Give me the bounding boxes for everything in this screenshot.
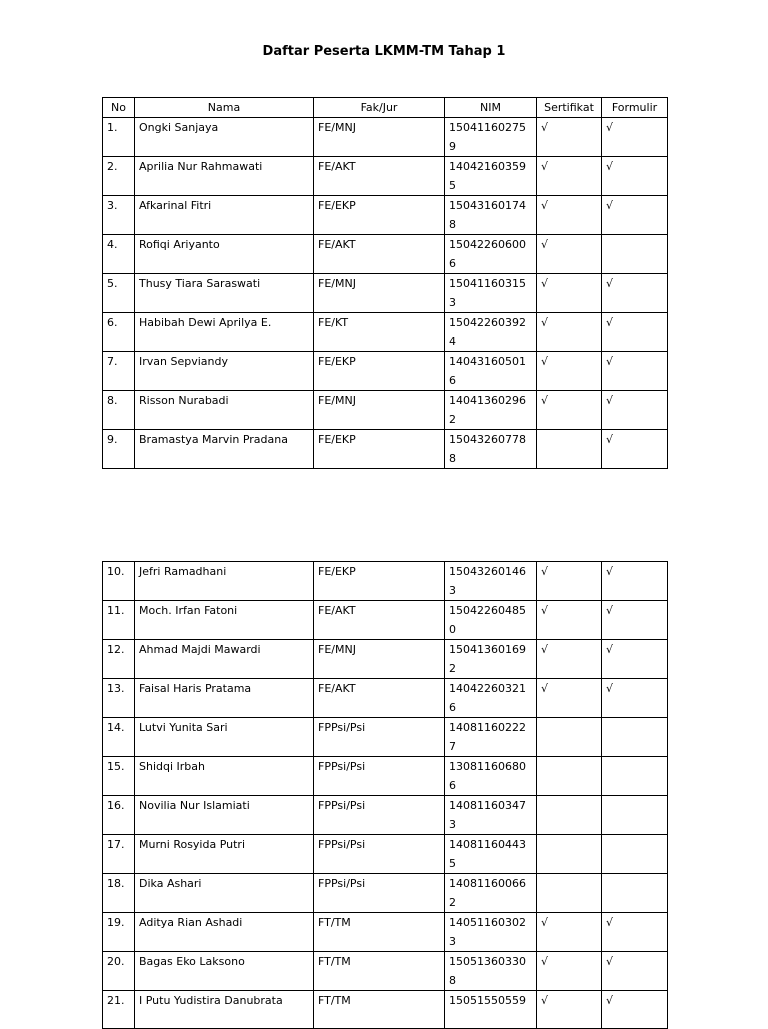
cell-sertifikat-check [537,835,602,874]
cell-formulir-check: √ [602,679,668,718]
cell-no: 20. [103,952,135,991]
cell-nama: Faisal Haris Pratama [135,679,314,718]
cell-fak-jur: FT/TM [314,952,445,991]
cell-formulir-check [602,718,668,757]
cell-nama: Shidqi Irbah [135,757,314,796]
cell-nim: 150432601463 [445,562,537,601]
cell-sertifikat-check: √ [537,313,602,352]
cell-nama: Lutvi Yunita Sari [135,718,314,757]
cell-formulir-check: √ [602,991,668,1029]
cell-nama: Jefri Ramadhani [135,562,314,601]
cell-sertifikat-check: √ [537,679,602,718]
cell-no: 2. [103,157,135,196]
table-row [103,874,668,913]
cell-no: 16. [103,796,135,835]
cell-formulir-check: √ [602,430,668,469]
cell-formulir-check: √ [602,640,668,679]
cell-sertifikat-check: √ [537,352,602,391]
cell-sertifikat-check: √ [537,118,602,157]
cell-formulir-check: √ [602,157,668,196]
cell-no: 13. [103,679,135,718]
cell-formulir-check: √ [602,118,668,157]
cell-formulir-check: √ [602,313,668,352]
cell-sertifikat-check: √ [537,157,602,196]
cell-fak-jur: FE/MNJ [314,640,445,679]
cell-fak-jur: FE/EKP [314,562,445,601]
cell-nama: Habibah Dewi Aprilya E. [135,313,314,352]
cell-nim: 140421603595 [445,157,537,196]
cell-formulir-check: √ [602,952,668,991]
cell-formulir-check: √ [602,391,668,430]
header-fak-jur: Fak/Jur [314,98,445,118]
cell-nim: 150411602759 [445,118,537,157]
cell-no: 7. [103,352,135,391]
cell-no: 5. [103,274,135,313]
cell-formulir-check: √ [602,352,668,391]
cell-nama: Aprilia Nur Rahmawati [135,157,314,196]
cell-sertifikat-check: √ [537,196,602,235]
header-sertifikat: Sertifikat [537,98,602,118]
cell-nama: Thusy Tiara Saraswati [135,274,314,313]
cell-nama: Irvan Sepviandy [135,352,314,391]
cell-nama: Moch. Irfan Fatoni [135,601,314,640]
header-formulir: Formulir [602,98,668,118]
cell-fak-jur: FE/MNJ [314,391,445,430]
cell-nim: 140422603216 [445,679,537,718]
table-row [103,235,668,274]
table-row [103,430,668,469]
cell-nim: 150513603308 [445,952,537,991]
cell-fak-jur: FE/MNJ [314,118,445,157]
header-no: No [103,98,135,118]
cell-nim: 15051550559 [445,991,537,1029]
cell-fak-jur: FE/AKT [314,679,445,718]
cell-formulir-check: √ [602,196,668,235]
cell-formulir-check: √ [602,274,668,313]
cell-sertifikat-check: √ [537,991,602,1029]
cell-nim: 150432607788 [445,430,537,469]
cell-sertifikat-check [537,718,602,757]
cell-nim: 150422604850 [445,601,537,640]
cell-sertifikat-check [537,757,602,796]
cell-no: 21. [103,991,135,1029]
cell-no: 11. [103,601,135,640]
cell-no: 9. [103,430,135,469]
cell-nama: Bramastya Marvin Pradana [135,430,314,469]
cell-formulir-check [602,235,668,274]
table-row [103,562,668,601]
cell-nama: I Putu Yudistira Danubrata [135,991,314,1029]
table-row [103,118,668,157]
cell-sertifikat-check: √ [537,235,602,274]
table-row [103,274,668,313]
page-title: Daftar Peserta LKMM-TM Tahap 1 [262,44,506,59]
table-row [103,391,668,430]
cell-fak-jur: FPPsi/Psi [314,757,445,796]
cell-no: 3. [103,196,135,235]
cell-nim: 140811603473 [445,796,537,835]
table-row [103,157,668,196]
cell-formulir-check: √ [602,601,668,640]
cell-nama: Aditya Rian Ashadi [135,913,314,952]
cell-nama: Murni Rosyida Putri [135,835,314,874]
cell-nim: 150413601692 [445,640,537,679]
cell-nim: 140431605016 [445,352,537,391]
cell-fak-jur: FPPsi/Psi [314,796,445,835]
cell-sertifikat-check: √ [537,391,602,430]
cell-sertifikat-check: √ [537,601,602,640]
cell-fak-jur: FE/EKP [314,430,445,469]
cell-fak-jur: FE/EKP [314,352,445,391]
cell-fak-jur: FE/KT [314,313,445,352]
cell-nim: 150431601748 [445,196,537,235]
cell-nama: Rofiqi Ariyanto [135,235,314,274]
table-row [103,757,668,796]
cell-nim: 140811604435 [445,835,537,874]
cell-no: 12. [103,640,135,679]
table-row [103,835,668,874]
table-row [103,313,668,352]
cell-nim: 140811600662 [445,874,537,913]
cell-sertifikat-check: √ [537,562,602,601]
cell-nama: Afkarinal Fitri [135,196,314,235]
cell-fak-jur: FT/TM [314,991,445,1029]
cell-nim: 150411603153 [445,274,537,313]
cell-no: 6. [103,313,135,352]
cell-fak-jur: FE/AKT [314,157,445,196]
cell-no: 8. [103,391,135,430]
cell-nama: Novilia Nur Islamiati [135,796,314,835]
cell-fak-jur: FE/AKT [314,601,445,640]
cell-fak-jur: FE/MNJ [314,274,445,313]
cell-fak-jur: FE/AKT [314,235,445,274]
cell-nama: Risson Nurabadi [135,391,314,430]
table-row [103,796,668,835]
cell-formulir-check [602,757,668,796]
participants-table-1 [102,97,668,469]
cell-fak-jur: FPPsi/Psi [314,835,445,874]
cell-nim: 150422606006 [445,235,537,274]
table-header-row [103,98,668,118]
cell-formulir-check [602,796,668,835]
cell-nim: 140413602962 [445,391,537,430]
table-row [103,601,668,640]
cell-sertifikat-check [537,796,602,835]
cell-no: 15. [103,757,135,796]
cell-nim: 140511603023 [445,913,537,952]
cell-formulir-check [602,874,668,913]
cell-nama: Ahmad Majdi Mawardi [135,640,314,679]
cell-no: 14. [103,718,135,757]
participants-table-2 [102,561,668,1029]
cell-sertifikat-check: √ [537,274,602,313]
cell-sertifikat-check: √ [537,913,602,952]
header-nim: NIM [445,98,537,118]
cell-formulir-check [602,835,668,874]
header-nama: Nama [135,98,314,118]
cell-sertifikat-check: √ [537,640,602,679]
cell-sertifikat-check: √ [537,952,602,991]
cell-nama: Dika Ashari [135,874,314,913]
cell-sertifikat-check [537,874,602,913]
cell-formulir-check: √ [602,913,668,952]
table-row [103,718,668,757]
table-row [103,679,668,718]
cell-nim: 150422603924 [445,313,537,352]
cell-nama: Bagas Eko Laksono [135,952,314,991]
cell-no: 18. [103,874,135,913]
cell-fak-jur: FE/EKP [314,196,445,235]
cell-nama: Ongki Sanjaya [135,118,314,157]
table-row [103,991,668,1029]
table-row [103,952,668,991]
table-row [103,196,668,235]
table-row [103,640,668,679]
cell-fak-jur: FPPsi/Psi [314,874,445,913]
cell-sertifikat-check [537,430,602,469]
cell-no: 19. [103,913,135,952]
cell-formulir-check: √ [602,562,668,601]
cell-no: 17. [103,835,135,874]
cell-fak-jur: FPPsi/Psi [314,718,445,757]
cell-no: 10. [103,562,135,601]
table-row [103,913,668,952]
cell-nim: 130811606806 [445,757,537,796]
cell-no: 4. [103,235,135,274]
cell-no: 1. [103,118,135,157]
cell-fak-jur: FT/TM [314,913,445,952]
cell-nim: 140811602227 [445,718,537,757]
table-row [103,352,668,391]
